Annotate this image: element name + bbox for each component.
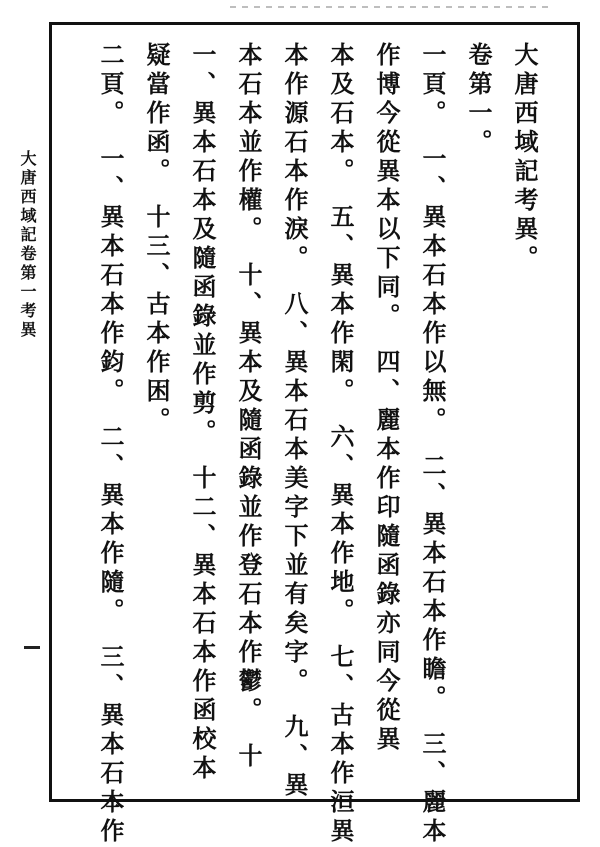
- text-column-7: 本石本並作權。 十、異本及隨函錄並作登石本作鬱。 十: [234, 42, 263, 772]
- text-column-6: 本作源石本作淚。 八、異本石本美字下並有矣字。 九、異: [280, 42, 309, 801]
- text-frame: [49, 22, 580, 847]
- text-column-10: 二頁。 一、異本石本作鈞。 二、異本作隨。 三、異本石本作: [96, 42, 125, 847]
- page-number-mark: [24, 646, 40, 649]
- text-column-9: 疑當作函。 十三、古本作困。: [142, 42, 171, 436]
- text-column-4: 作博今從異本以下同。 四、麗本作印隨函錄亦同今從異: [372, 42, 401, 755]
- text-column-5: 本及石本。 五、異本作閑。 六、異本作地。 七、古本作洹異: [326, 42, 355, 847]
- running-title: 大唐西域記卷第一考異: [18, 150, 37, 340]
- top-edge-rule: [230, 6, 550, 8]
- text-column-1: 大唐西域記考異。: [510, 42, 539, 274]
- text-column-8: 一、異本石本及隨函錄並作剪。 十二、異本石本作函校本: [188, 42, 217, 784]
- text-column-3: 一頁。 一、異本石本作以無。 二、異本石本作瞻。 三、麗本: [418, 42, 447, 847]
- text-column-2: 卷第一。: [464, 42, 493, 158]
